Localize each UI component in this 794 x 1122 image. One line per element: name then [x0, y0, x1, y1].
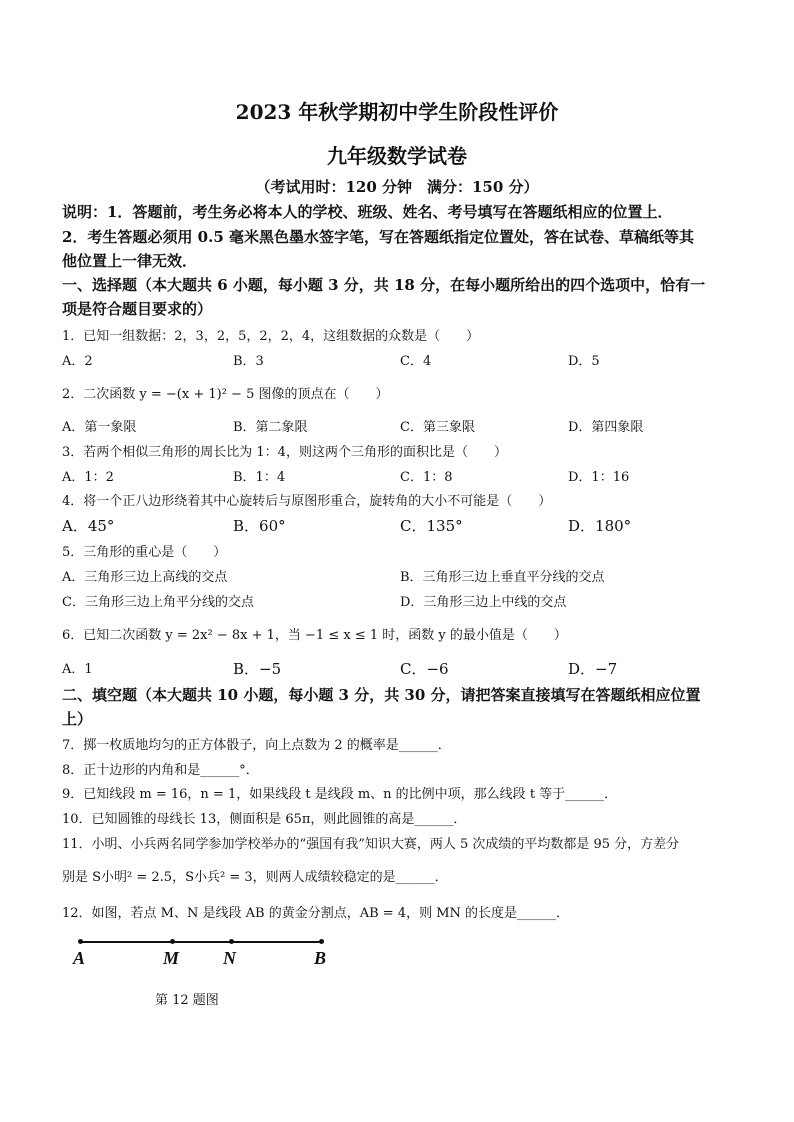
question-2: 2．二次函数 y = −(x + 1)² − 5 图像的顶点在（ ） — [62, 387, 389, 402]
section2-heading-line1: 二、填空题（本大题共 10 小题，每小题 3 分，共 30 分，请把答案直接填写在答题纸相应位置 — [62, 686, 701, 704]
point-n-label: N — [223, 948, 236, 968]
figure-12-caption: 第 12 题图 — [155, 993, 219, 1008]
q1-option-a: A．2 — [62, 354, 93, 369]
point-b-label: B — [314, 948, 327, 968]
point-b-dot — [319, 939, 324, 944]
question-6: 6．已知二次函数 y = 2x² − 8x + 1，当 −1 ≤ x ≤ 1 时，函数 y 的最小值是（ ） — [62, 628, 567, 643]
question-8: 8．正十边形的内角和是______°． — [62, 763, 259, 778]
instruction-line-2: 2．考生答题必须用 0.5 毫米黑色墨水签字笔，写在答题纸指定位置处，答在试卷、草稿纸等其 — [62, 228, 694, 246]
q1-option-c: C．4 — [400, 354, 432, 369]
instruction-line-1: 说明：1．答题前，考生务必将本人的学校、班级、姓名、考号填写在答题纸相应的位置上． — [62, 203, 673, 221]
q3-option-a: A．1：2 — [62, 470, 114, 485]
question-5: 5．三角形的重心是（ ） — [62, 545, 227, 560]
q3-option-d: D．1：16 — [568, 470, 630, 485]
exam-subtitle: 九年级数学试卷 — [327, 144, 467, 168]
q5-option-a: A．三角形三边上高线的交点 — [62, 570, 228, 585]
exam-title: 2023 年秋学期初中学生阶段性评价 — [235, 100, 559, 124]
q4-option-d: D．180° — [568, 517, 632, 535]
instruction-line-3: 他位置上一律无效． — [62, 252, 198, 270]
q4-option-b: B．60° — [233, 517, 286, 535]
q6-option-b: B．−5 — [233, 660, 282, 678]
question-7: 7．掷一枚质地均匀的正方体骰子，向上点数为 2 的概率是______． — [62, 738, 451, 753]
q5-option-b: B．三角形三边上垂直平分线的交点 — [400, 570, 605, 585]
question-1: 1．已知一组数据：2，3，2，5，2，2，4，这组数据的众数是（ ） — [62, 329, 480, 344]
segment-ab — [80, 941, 322, 943]
q6-option-d: D．−7 — [568, 660, 618, 678]
q2-option-a: A．第一象限 — [62, 420, 137, 435]
q5-option-d: D．三角形三边上中线的交点 — [400, 595, 567, 610]
question-11-line1: 11．小明、小兵两名同学参加学校举办的“强国有我”知识大赛，两人 5 次成绩的平均数都是 95 分，方差分 — [62, 837, 680, 852]
question-9: 9．已知线段 m = 16，n = 1，如果线段 t 是线段 m、n 的比例中项，那么线段 t 等于______． — [62, 787, 618, 802]
q5-option-c: C．三角形三边上角平分线的交点 — [62, 595, 254, 610]
point-a-dot — [78, 939, 83, 944]
q4-option-c: C．135° — [400, 517, 463, 535]
point-m-label: M — [163, 948, 180, 968]
section1-heading-line2: 项是符合题目要求的） — [62, 300, 213, 318]
q1-option-d: D．5 — [568, 354, 600, 369]
q1-option-b: B．3 — [233, 354, 264, 369]
exam-info: （考试用时：120 分钟 满分：150 分） — [255, 178, 539, 196]
question-10: 10．已知圆锥的母线长 13，侧面积是 65π，则此圆锥的高是______． — [62, 812, 467, 827]
question-4: 4．将一个正八边形绕着其中心旋转后与原图形重合，旋转角的大小不可能是（ ） — [62, 494, 552, 509]
question-11-line2: 别是 S小明² = 2.5，S小兵² = 3，则两人成绩较稳定的是______． — [62, 870, 448, 885]
section2-heading-line2: 上） — [62, 710, 93, 728]
q3-option-b: B．1：4 — [233, 470, 286, 485]
point-a-label: A — [73, 948, 86, 968]
question-3: 3．若两个相似三角形的周长比为 1：4，则这两个三角形的面积比是（ ） — [62, 445, 507, 460]
point-n-dot — [229, 939, 234, 944]
q3-option-c: C．1：8 — [400, 470, 453, 485]
point-m-dot — [170, 939, 175, 944]
q2-option-d: D．第四象限 — [568, 420, 644, 435]
question-12: 12．如图，若点 M、N 是线段 AB 的黄金分割点，AB = 4，则 MN 的长度是______． — [62, 906, 570, 921]
q6-option-c: C．−6 — [400, 660, 449, 678]
section1-heading-line1: 一、选择题（本大题共 6 小题，每小题 3 分，共 18 分，在每小题所给出的四个选项中，恰有一 — [62, 276, 706, 294]
q2-option-c: C．第三象限 — [400, 420, 475, 435]
q4-option-a: A．45° — [62, 517, 115, 535]
q6-option-a: A．1 — [62, 662, 93, 677]
q2-option-b: B．第二象限 — [233, 420, 308, 435]
